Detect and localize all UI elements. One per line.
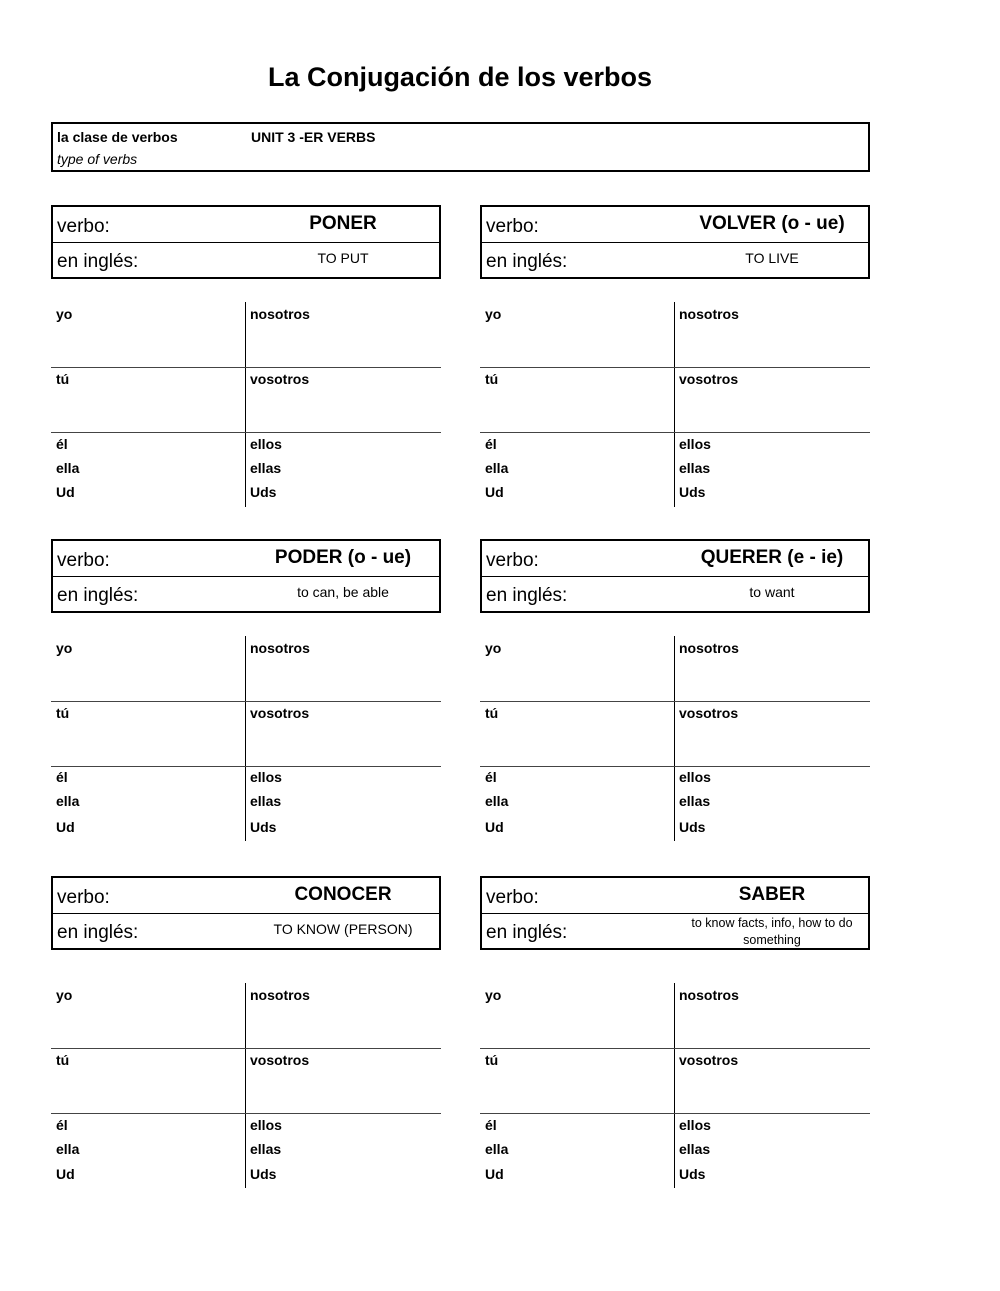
pronoun-el: él: [56, 436, 68, 452]
pronoun-ella: ella: [485, 793, 509, 809]
pronoun-yo: yo: [56, 640, 73, 656]
pronoun-uds: Uds: [250, 819, 277, 835]
pronoun-nosotros: nosotros: [679, 987, 739, 1003]
pronoun-nosotros: nosotros: [250, 640, 310, 656]
pronoun-vosotros: vosotros: [250, 371, 310, 387]
pronoun-uds: Uds: [679, 484, 706, 500]
pronoun-yo: yo: [56, 987, 73, 1003]
verb-name[interactable]: PONER: [309, 213, 377, 234]
verb-class-box: [51, 122, 870, 172]
grid-rule: [51, 1048, 441, 1049]
english-label: en inglés:: [57, 922, 139, 943]
pronoun-ellos: ellos: [679, 436, 711, 452]
conjugation-grid-poner: [51, 302, 441, 507]
pronoun-el: él: [56, 769, 68, 785]
pronoun-ud: Ud: [56, 1166, 75, 1182]
pronoun-ellos: ellos: [679, 769, 711, 785]
verb-label: verbo:: [57, 887, 110, 908]
verb-label: verbo:: [57, 550, 110, 571]
conjugation-grid-poder: [51, 636, 441, 841]
verb-name[interactable]: PODER (o - ue): [274, 547, 412, 568]
pronoun-ud: Ud: [56, 484, 75, 500]
page-title: La Conjugación de los verbos: [267, 62, 653, 92]
pronoun-ella: ella: [485, 460, 509, 476]
pronoun-ud: Ud: [485, 484, 504, 500]
pronoun-tu: tú: [485, 1052, 499, 1068]
pronoun-yo: yo: [485, 306, 502, 322]
grid-rule: [51, 432, 441, 433]
grid-rule: [480, 701, 870, 702]
verb-box-poner: [51, 205, 441, 279]
pronoun-uds: Uds: [679, 1166, 706, 1182]
pronoun-tu: tú: [485, 371, 499, 387]
pronoun-uds: Uds: [679, 819, 706, 835]
pronoun-ellas: ellas: [679, 1141, 711, 1157]
pronoun-el: él: [485, 1117, 497, 1133]
grid-divider: [245, 302, 246, 507]
pronoun-nosotros: nosotros: [250, 306, 310, 322]
grid-divider: [245, 983, 246, 1188]
pronoun-ellos: ellos: [250, 769, 282, 785]
grid-rule: [51, 1113, 441, 1114]
pronoun-ellos: ellos: [679, 1117, 711, 1133]
grid-divider: [245, 636, 246, 841]
grid-rule: [480, 367, 870, 368]
english-meaning[interactable]: TO PUT: [317, 250, 369, 266]
pronoun-ellas: ellas: [250, 793, 282, 809]
pronoun-ud: Ud: [56, 819, 75, 835]
grid-rule: [480, 1048, 870, 1049]
conjugation-grid-querer: [480, 636, 870, 841]
pronoun-el: él: [485, 769, 497, 785]
pronoun-nosotros: nosotros: [250, 987, 310, 1003]
verb-box-poder: [51, 539, 441, 613]
verb-class-sublabel: type of verbs: [57, 151, 138, 167]
pronoun-ellos: ellos: [250, 436, 282, 452]
pronoun-ud: Ud: [485, 819, 504, 835]
pronoun-ella: ella: [56, 793, 80, 809]
pronoun-vosotros: vosotros: [679, 705, 739, 721]
english-label: en inglés:: [57, 585, 139, 606]
pronoun-vosotros: vosotros: [679, 1052, 739, 1068]
grid-rule: [480, 1113, 870, 1114]
english-label: en inglés:: [486, 922, 568, 943]
pronoun-yo: yo: [56, 306, 73, 322]
pronoun-uds: Uds: [250, 1166, 277, 1182]
pronoun-vosotros: vosotros: [250, 705, 310, 721]
pronoun-vosotros: vosotros: [250, 1052, 310, 1068]
verb-name[interactable]: VOLVER (o - ue): [699, 213, 845, 234]
pronoun-ud: Ud: [485, 1166, 504, 1182]
verb-box-querer: [480, 539, 870, 613]
verb-label: verbo:: [486, 216, 539, 237]
pronoun-tu: tú: [56, 1052, 70, 1068]
pronoun-tu: tú: [56, 705, 70, 721]
grid-divider: [674, 302, 675, 507]
grid-divider: [674, 983, 675, 1188]
pronoun-tu: tú: [56, 371, 70, 387]
verb-name[interactable]: QUERER (e - ie): [700, 547, 844, 568]
pronoun-nosotros: nosotros: [679, 306, 739, 322]
grid-divider: [674, 636, 675, 841]
pronoun-el: él: [485, 436, 497, 452]
pronoun-ella: ella: [56, 460, 80, 476]
pronoun-ellas: ellas: [679, 793, 711, 809]
pronoun-ellas: ellas: [679, 460, 711, 476]
verb-class-value[interactable]: UNIT 3 -ER VERBS: [251, 129, 376, 145]
english-label: en inglés:: [486, 251, 568, 272]
conjugation-grid-saber: [480, 983, 870, 1188]
grid-rule: [51, 766, 441, 767]
english-label: en inglés:: [57, 251, 139, 272]
pronoun-ellos: ellos: [250, 1117, 282, 1133]
pronoun-ellas: ellas: [250, 460, 282, 476]
verb-label: verbo:: [486, 887, 539, 908]
english-label: en inglés:: [486, 585, 568, 606]
pronoun-ellas: ellas: [250, 1141, 282, 1157]
pronoun-ella: ella: [56, 1141, 80, 1157]
pronoun-yo: yo: [485, 987, 502, 1003]
verb-label: verbo:: [57, 216, 110, 237]
verb-label: verbo:: [486, 550, 539, 571]
english-meaning[interactable]: to can, be able: [297, 584, 389, 600]
pronoun-yo: yo: [485, 640, 502, 656]
english-meaning[interactable]: TO LIVE: [745, 250, 799, 266]
pronoun-tu: tú: [485, 705, 499, 721]
verb-box-saber: [480, 876, 870, 950]
grid-rule: [480, 766, 870, 767]
pronoun-vosotros: vosotros: [679, 371, 739, 387]
conjugation-grid-conocer: [51, 983, 441, 1188]
pronoun-uds: Uds: [250, 484, 277, 500]
verb-box-volver: [480, 205, 870, 279]
grid-rule: [480, 432, 870, 433]
verb-name[interactable]: SABER: [738, 884, 806, 905]
english-meaning[interactable]: to want: [749, 584, 795, 600]
pronoun-el: él: [56, 1117, 68, 1133]
verb-name[interactable]: CONOCER: [294, 884, 392, 905]
verb-class-label: la clase de verbos: [57, 129, 178, 145]
pronoun-nosotros: nosotros: [679, 640, 739, 656]
verb-box-conocer: [51, 876, 441, 950]
pronoun-ella: ella: [485, 1141, 509, 1157]
grid-rule: [51, 701, 441, 702]
conjugation-grid-volver: [480, 302, 870, 507]
grid-rule: [51, 367, 441, 368]
english-meaning[interactable]: TO KNOW (PERSON): [273, 921, 413, 937]
english-meaning[interactable]: to know facts, info, how to do something: [691, 916, 853, 947]
